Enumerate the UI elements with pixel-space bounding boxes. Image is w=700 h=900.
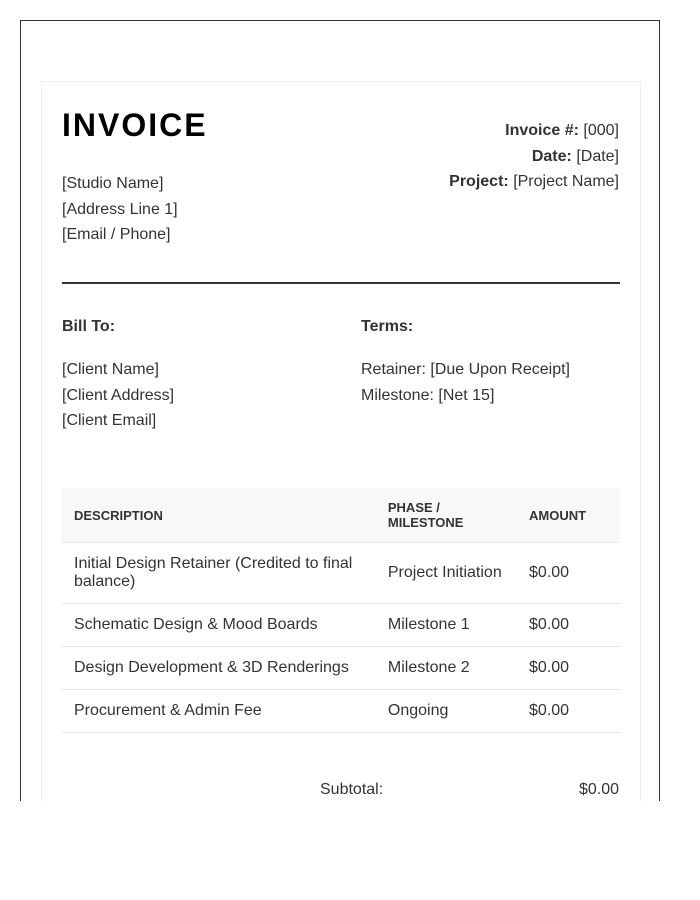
- row-amount: $0.00: [517, 604, 620, 647]
- meta-invoice-number-value: [000]: [583, 122, 619, 139]
- row-phase: Milestone 2: [376, 647, 517, 690]
- table-row: [62, 543, 620, 604]
- meta-invoice-number: [449, 118, 619, 144]
- meta-date-value: [Date]: [576, 147, 619, 165]
- row-amount: $0.00: [517, 690, 620, 733]
- bill-to-label: Bill To:: [62, 318, 116, 335]
- row-description: Initial Design Retainer (Credited to final balance): [62, 543, 376, 604]
- row-phase: Ongoing: [376, 690, 517, 733]
- header-phase: PHASE / MILESTONE: [376, 488, 517, 543]
- studio-name: [Studio Name]: [62, 175, 164, 192]
- terms-block: [361, 357, 570, 408]
- row-description: Schematic Design & Mood Boards: [62, 604, 376, 647]
- studio-contact: [Email / Phone]: [62, 226, 171, 243]
- meta-date: [449, 144, 619, 170]
- row-amount: $0.00: [517, 543, 620, 604]
- subtotal-label: Subtotal:: [320, 781, 384, 798]
- studio-address: [Address Line 1]: [62, 200, 178, 218]
- client-name: [Client Name]: [62, 361, 159, 378]
- bill-to-block: [62, 357, 174, 434]
- subtotal-value: $0.00: [578, 781, 619, 798]
- client-address: [Client Address]: [62, 386, 175, 404]
- table-row: [62, 647, 620, 690]
- row-phase: Project Initiation: [376, 543, 517, 604]
- header-amount: AMOUNT: [517, 488, 620, 543]
- meta-project: [449, 169, 619, 195]
- row-amount: $0.00: [517, 647, 620, 690]
- document-frame: [20, 20, 660, 801]
- line-items-table: [62, 488, 620, 733]
- header-divider: [62, 282, 620, 284]
- table-header-row: [62, 488, 620, 543]
- client-email: [Client Email]: [62, 412, 157, 429]
- meta-project-value: [Project Name]: [513, 173, 619, 190]
- meta-date-label: Date:: [531, 147, 572, 165]
- terms-retainer: Retainer: [Due Upon Receipt]: [361, 361, 570, 378]
- table-row: [62, 690, 620, 733]
- meta-project-label: Project:: [449, 173, 509, 190]
- row-description: Design Development & 3D Renderings: [62, 647, 376, 690]
- terms-milestone: Milestone: [Net 15]: [361, 386, 495, 404]
- terms-label: Terms:: [361, 318, 414, 335]
- row-description: Procurement & Admin Fee: [62, 690, 376, 733]
- invoice-title: INVOICE: [62, 107, 208, 143]
- row-phase: Milestone 1: [376, 604, 517, 647]
- invoice-meta: [449, 118, 619, 195]
- studio-info: [62, 171, 178, 248]
- table-row: [62, 604, 620, 647]
- meta-invoice-number-label: Invoice #:: [505, 122, 579, 139]
- header-description: DESCRIPTION: [62, 488, 376, 543]
